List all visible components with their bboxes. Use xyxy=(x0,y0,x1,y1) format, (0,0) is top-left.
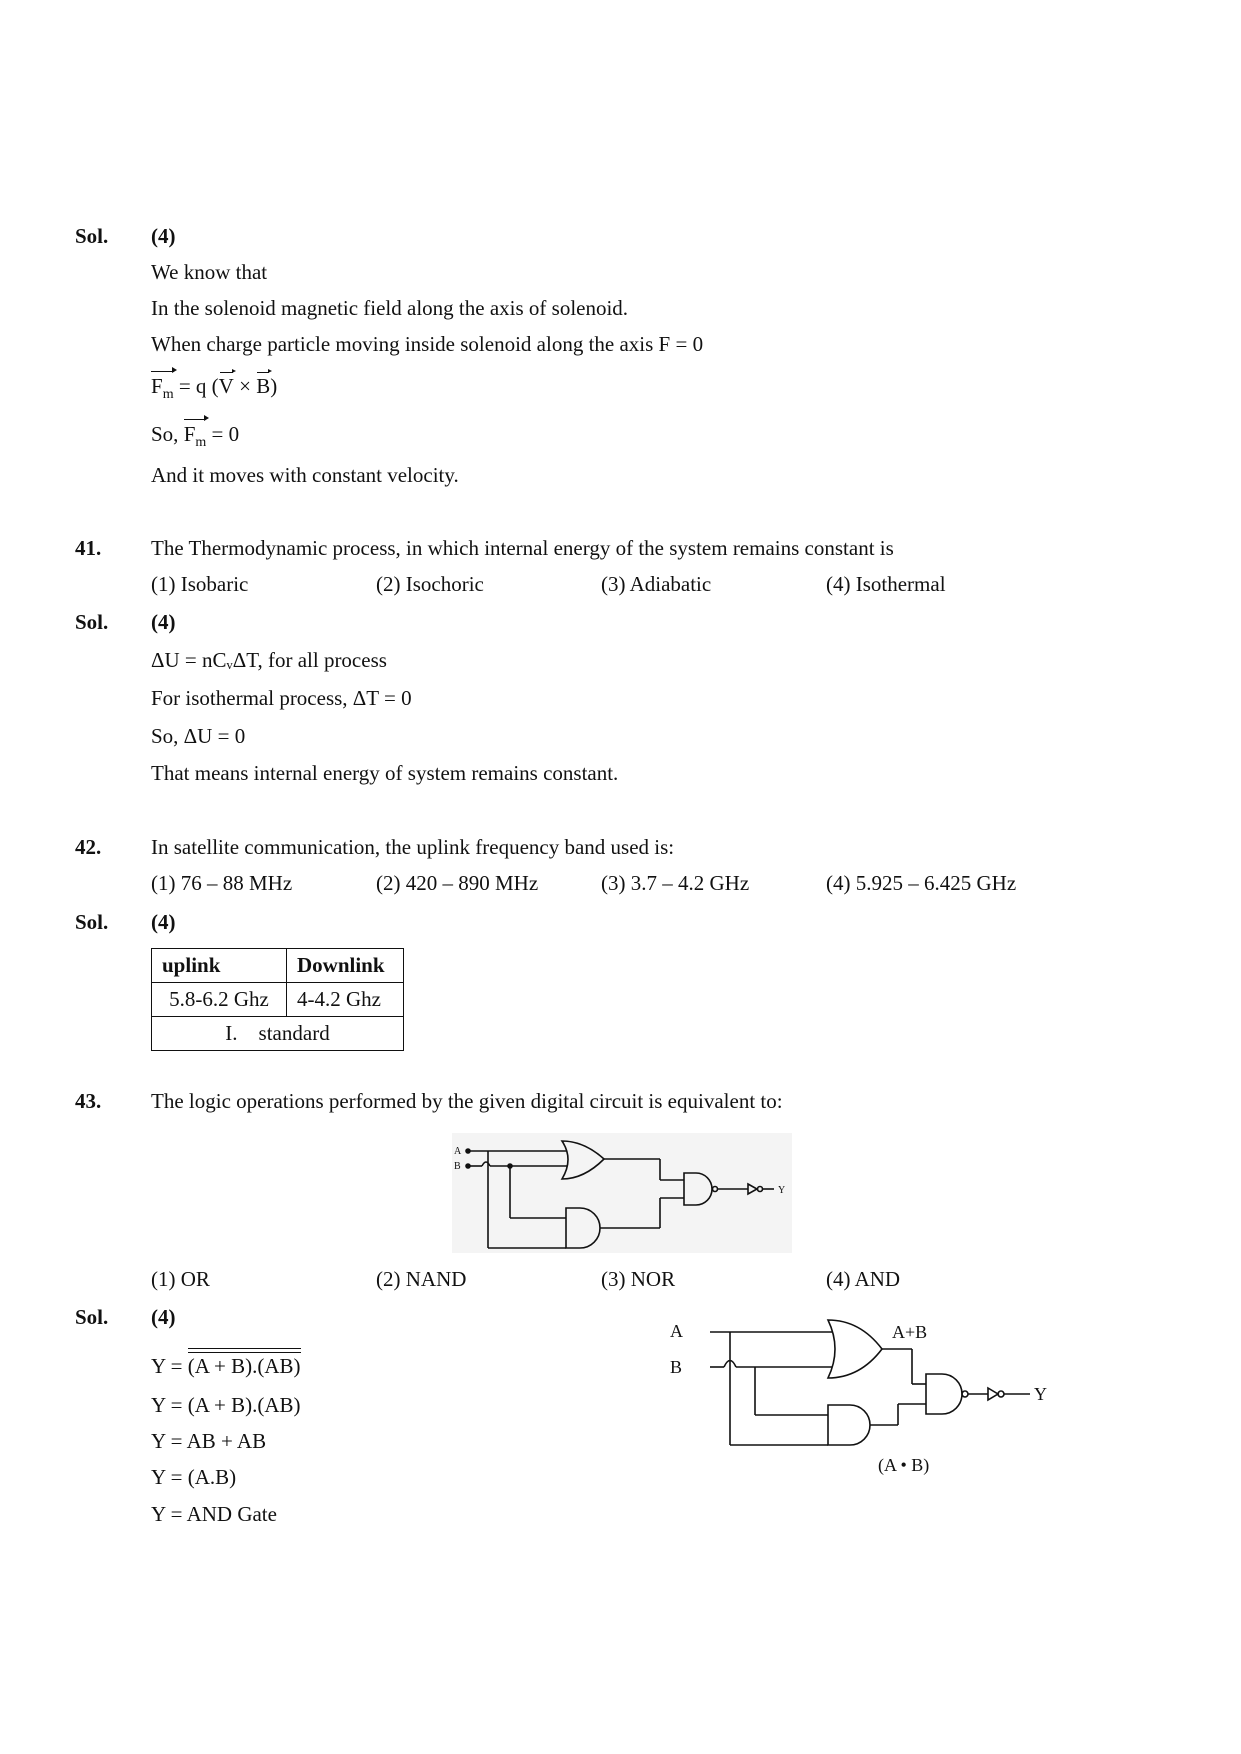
sol-line: For isothermal process, ΔT = 0 xyxy=(151,686,412,710)
option-3: (3) NOR xyxy=(601,1267,676,1291)
sol-line: That means internal energy of system remains constant. xyxy=(151,761,619,785)
lorentz-force-equation: $F_m = q$ (V × B) xyxy=(151,374,278,403)
table-cell: 4-4.2 Ghz xyxy=(287,983,404,1017)
table-header-downlink: Downlink xyxy=(287,949,404,983)
option-4: (4) 5.925 – 6.425 GHz xyxy=(826,871,1017,895)
sol-label: Sol. xyxy=(75,610,109,634)
boolean-equation: Y = AB + AB xyxy=(151,1429,267,1453)
option-1: (1) Isobaric xyxy=(151,572,249,596)
circuit-label-or-output: A+B xyxy=(892,1322,928,1342)
option-4: (4) AND xyxy=(826,1267,901,1291)
sol-answer: (4) xyxy=(151,1305,176,1329)
option-2: (2) NAND xyxy=(376,1267,467,1291)
option-1: (1) OR xyxy=(151,1267,210,1291)
boolean-equation: Y = (A.B) xyxy=(151,1465,237,1489)
force-vector: $F_m$ xyxy=(183,422,207,451)
boolean-equation: Y = (A + B).(AB) xyxy=(151,1348,301,1379)
sol-line: And it moves with constant velocity. xyxy=(151,463,459,487)
table-footer: I. standard xyxy=(152,1017,404,1051)
sol-line: We know that xyxy=(151,260,268,284)
sol-answer: (4) xyxy=(151,610,176,634)
circuit-label-and-output: (A • B) xyxy=(878,1455,930,1475)
table-cell: 5.8-6.2 Ghz xyxy=(152,983,287,1017)
question-text: The logic operations performed by the given digital circuit is equivalent to: xyxy=(151,1089,783,1113)
circuit-label-a: A xyxy=(454,1146,462,1157)
sol-line: In the solenoid magnetic field along the axis of solenoid. xyxy=(151,296,629,320)
boolean-equation: Y = AND Gate xyxy=(151,1502,277,1526)
circuit-label-b: B xyxy=(670,1357,683,1377)
question-number: 43. xyxy=(75,1089,102,1113)
frequency-band-table xyxy=(151,948,404,1051)
option-4: (4) Isothermal xyxy=(826,572,946,596)
question-circuit-diagram xyxy=(452,1133,792,1253)
table-header-uplink: uplink xyxy=(152,949,287,983)
circuit-label-y: Y xyxy=(1034,1384,1047,1404)
option-3: (3) Adiabatic xyxy=(601,572,712,596)
force-vector: $F_m$ xyxy=(151,374,174,403)
question-text: In satellite communication, the uplink frequency band used is: xyxy=(151,835,675,859)
option-3: (3) 3.7 – 4.2 GHz xyxy=(601,871,750,895)
field-vector: B xyxy=(256,374,271,398)
option-1: (1) 76 – 88 MHz xyxy=(151,871,293,895)
question-text: The Thermodynamic process, in which internal energy of the system remains constant is xyxy=(151,536,894,560)
table-row xyxy=(152,949,404,983)
sol-label: Sol. xyxy=(75,1305,109,1329)
circuit-label-b: B xyxy=(454,1161,461,1172)
circuit-label-y: Y xyxy=(778,1185,786,1196)
velocity-vector: V xyxy=(218,374,234,398)
sol-answer: (4) xyxy=(151,910,176,934)
sol-line: When charge particle moving inside solenoid along the axis F = 0 xyxy=(151,332,704,356)
option-2: (2) 420 – 890 MHz xyxy=(376,871,539,895)
force-zero-equation: So, $F_m = 0$ xyxy=(151,422,240,451)
sol-answer: (4) xyxy=(151,224,176,248)
circuit-label-a: A xyxy=(670,1321,683,1341)
table-row xyxy=(152,983,404,1017)
option-2: (2) Isochoric xyxy=(376,572,484,596)
solution-circuit-diagram xyxy=(660,1310,1070,1480)
overlined-expression: (A + B).(AB) xyxy=(187,1354,301,1378)
sol-label: Sol. xyxy=(75,224,109,248)
boolean-equation: Y = (A + B).(AB) xyxy=(151,1393,301,1417)
question-number: 41. xyxy=(75,536,102,560)
sol-line: ΔU = nCᵥΔT, for all process xyxy=(151,648,387,672)
table-row xyxy=(152,1017,404,1051)
question-number: 42. xyxy=(75,835,102,859)
sol-line: So, ΔU = 0 xyxy=(151,724,246,748)
sol-label: Sol. xyxy=(75,910,109,934)
